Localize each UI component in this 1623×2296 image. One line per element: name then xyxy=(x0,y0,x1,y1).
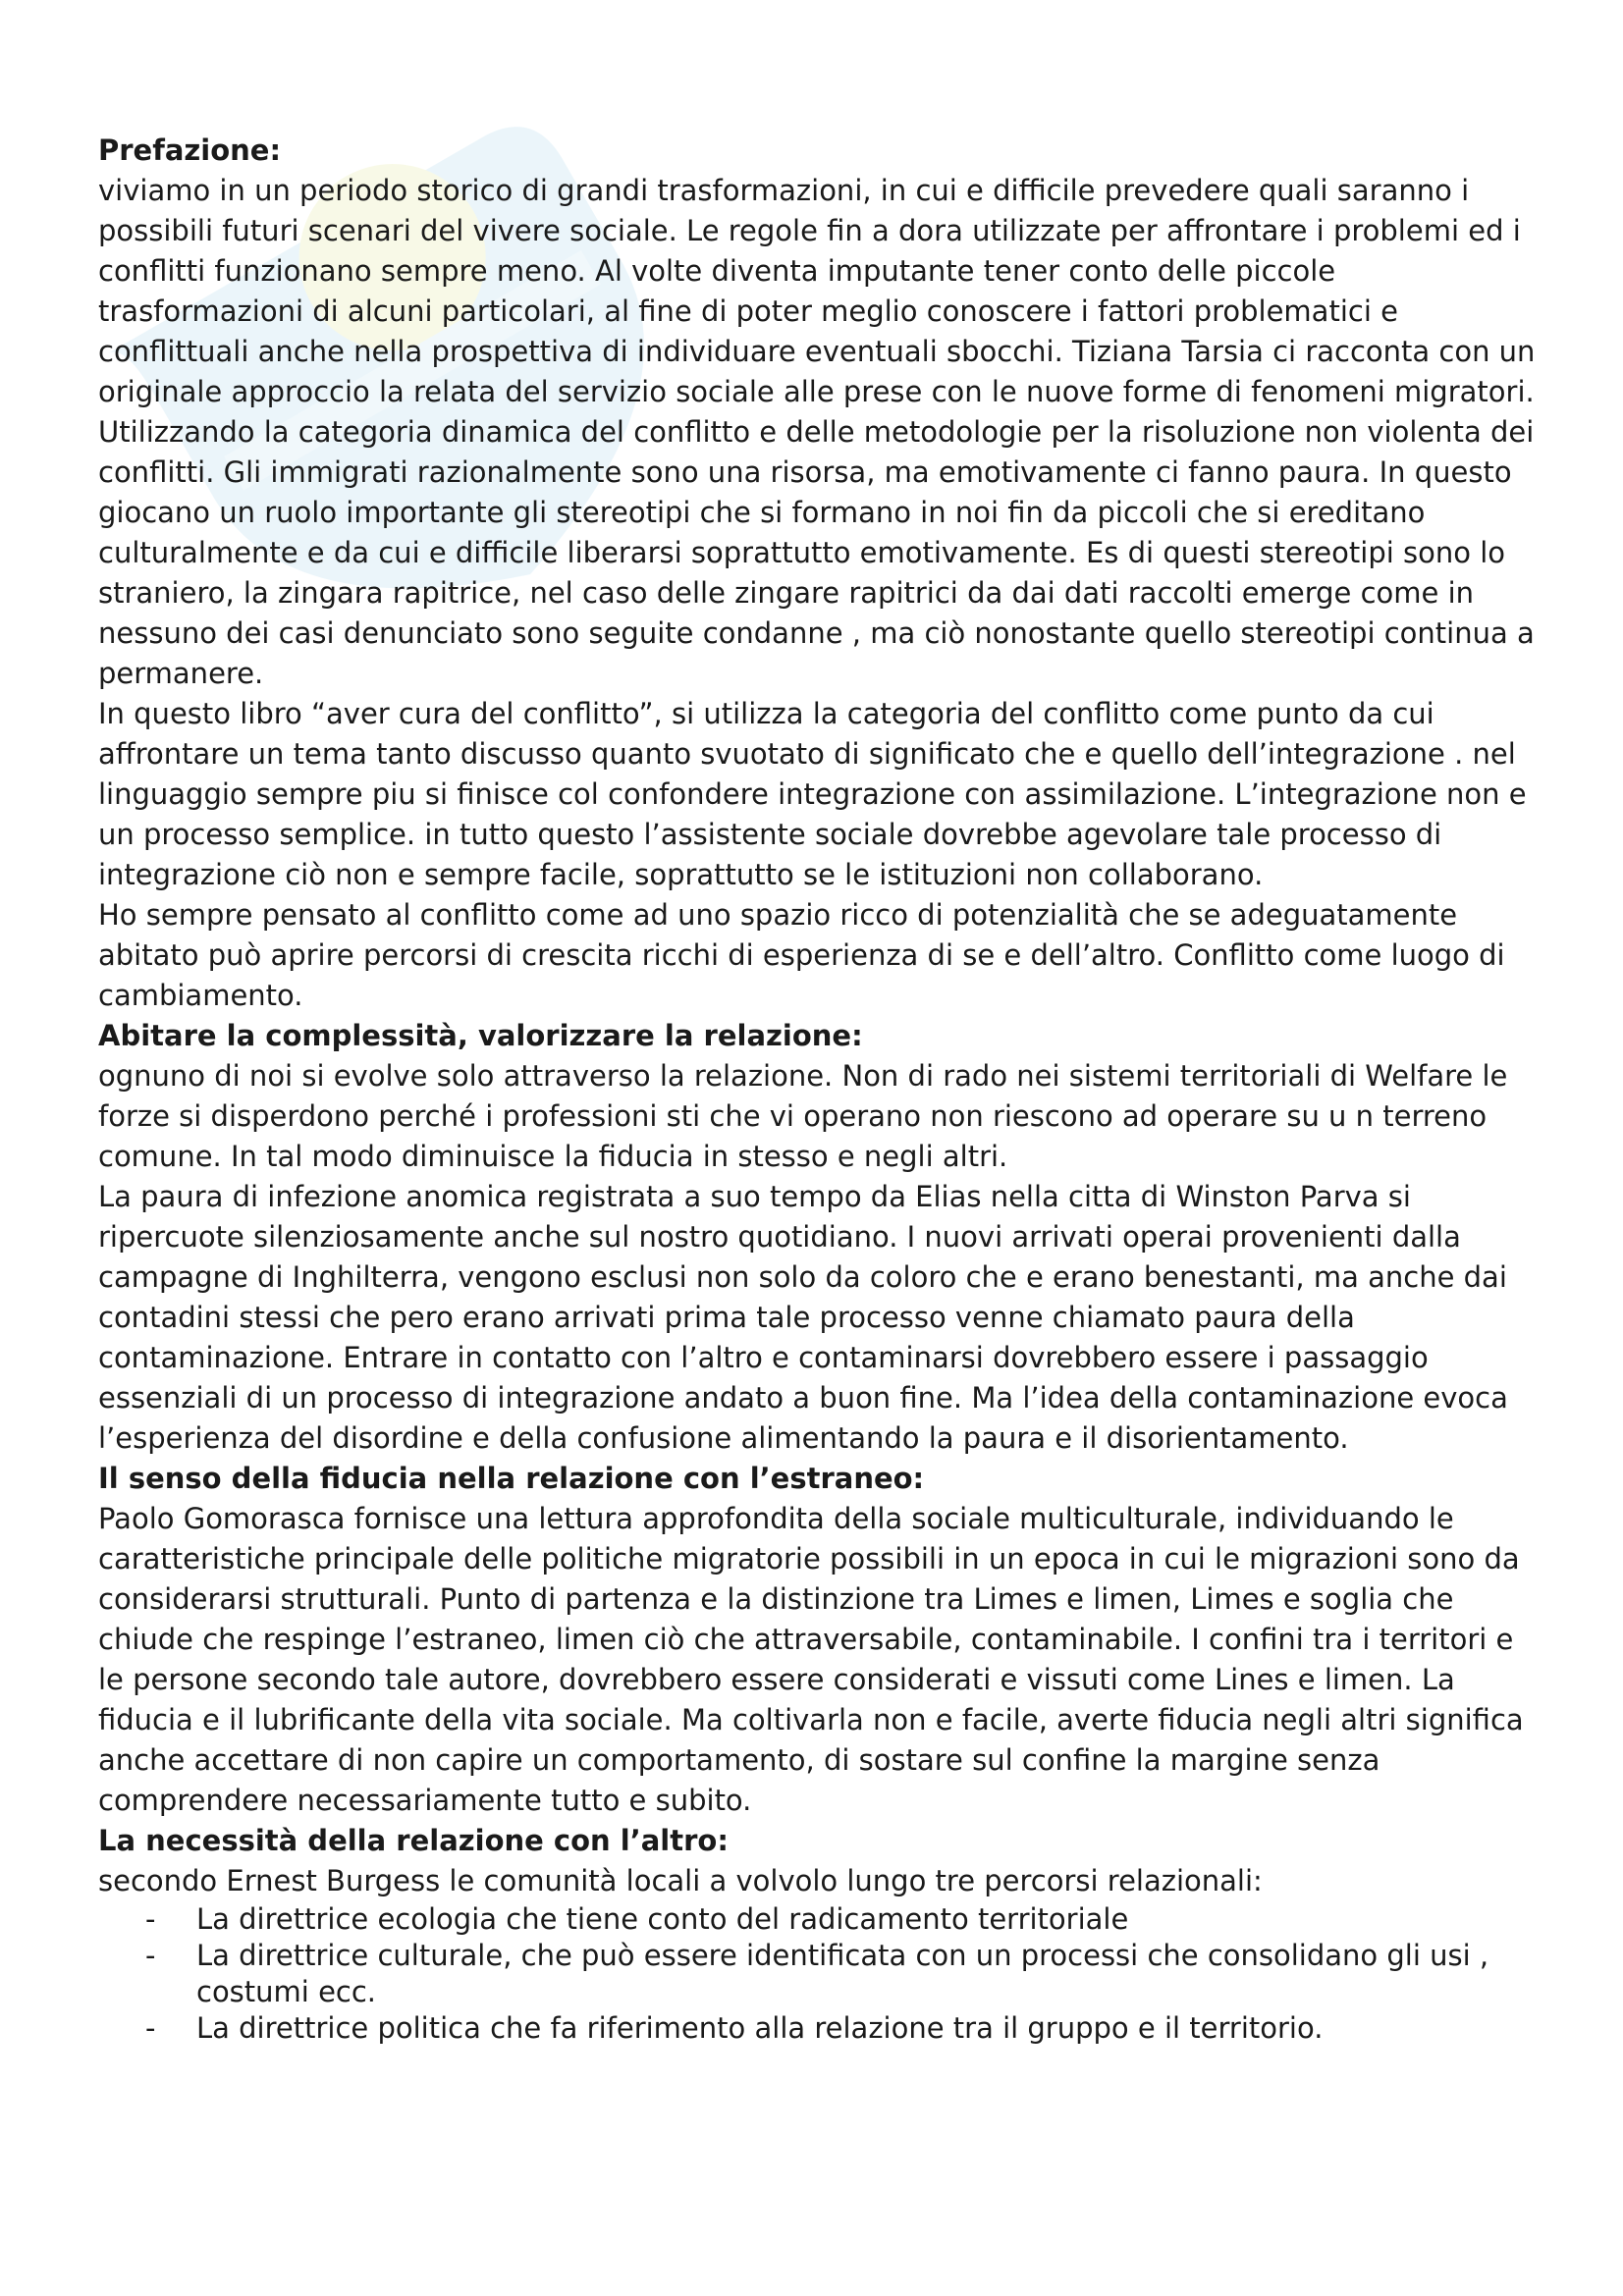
list-item xyxy=(98,1938,1542,2010)
section-heading: Il senso della fiducia nella relazione con l’estraneo: xyxy=(98,1462,925,1495)
section-heading: Abitare la complessità, valorizzare la relazione: xyxy=(98,1019,863,1052)
section-heading: La necessità della relazione con l’altro: xyxy=(98,1824,729,1857)
paragraph: Paolo Gomorasca fornisce una lettura approfondita della sociale multiculturale, individuando le caratteristiche principale delle politiche migratorie possibili in un epoca in cui le migrazioni sono da considerarsi strutturali. Punto di partenza e la distinzione tra Limes e limen, Limes e soglia che chiude che respinge l’estraneo, limen ciò che attraversabile, contaminabile. I confini tra i territori e le persone secondo tale autore, dovrebbero essere considerati e vissuti come Lines e limen. La fiducia e il lubrificante della vita sociale. Ma coltivarla non e facile, averte fiducia negli altri significa anche accettare di non capire un comportamento, di sostare sul confine la margine senza comprendere necessariamente tutto e subito. xyxy=(98,1502,1524,1817)
paragraph: viviamo in un periodo storico di grandi trasformazioni, in cui e difficile prevedere quali saranno i possibili futuri scenari del vivere sociale. Le regole fin a dora utilizzate per affrontare i problemi ed i conflitti funzionano sempre meno. Al volte diventa imputante tener conto delle piccole trasformazioni di alcuni particolari, al fine di poter meglio conoscere i fattori problematici e conflittuali anche nella prospettiva di individuare eventuali sbocchi. Tiziana Tarsia ci racconta con un originale approccio la relata del servizio sociale alle prese con le nuove forme di fenomeni migratori. Utilizzando la categoria dinamica del conflitto e delle metodologie per la risoluzione non violenta dei conflitti. Gli immigrati razionalmente sono una risorsa, ma emotivamente ci fanno paura. In questo giocano un ruolo importante gli stereotipi che si formano in noi fin da piccoli che si ereditano culturalmente e da cui e difficile liberarsi soprattutto emotivamente. Es di questi stereotipi sono lo straniero, la zingara rapitrice, nel caso delle zingare rapitrici da dai dati raccolti emerge come in nessuno dei casi denunciato sono seguite condanne , ma ciò nonostante quello stereotipi continua a permanere. xyxy=(98,174,1536,690)
list-item-text: La direttrice culturale, che può essere identificata con un processi che consolidano gli usi , costumi ecc. xyxy=(196,1939,1489,2008)
list-item xyxy=(98,2010,1542,2047)
bullet-marker: - xyxy=(145,2011,156,2045)
section-heading: Prefazione: xyxy=(98,133,282,167)
bullet-marker: - xyxy=(145,1939,156,1972)
bullet-marker: - xyxy=(145,1902,156,1936)
paragraph: ognuno di noi si evolve solo attraverso la relazione. Non di rado nei sistemi territoriali di Welfare le forze si disperdono perché i professioni sti che vi operano non riescono ad operare su u n terreno comune. In tal modo diminuisce la fiducia in stesso e negli altri. xyxy=(98,1059,1508,1173)
paragraph: Ho sempre pensato al conflitto come ad uno spazio ricco di potenzialità che se adeguatamente abitato può aprire percorsi di crescita ricchi di esperienza di se e dell’altro. Conflitto come luogo di cambiamento. xyxy=(98,898,1505,1012)
bullet-list xyxy=(98,1901,1542,2047)
paragraph: secondo Ernest Burgess le comunità locali a volvolo lungo tre percorsi relazionali: xyxy=(98,1864,1263,1897)
list-item-text: La direttrice ecologia che tiene conto del radicamento territoriale xyxy=(196,1902,1129,1936)
paragraph: In questo libro “aver cura del conflitto”, si utilizza la categoria del conflitto come punto da cui affrontare un tema tanto discusso quanto svuotato di significato che e quello dell’integrazione . nel linguaggio sempre piu si finisce col confondere integrazione con assimilazione. L’integrazione non e un processo semplice. in tutto questo l’assistente sociale dovrebbe agevolare tale processo di integrazione ciò non e sempre facile, soprattutto se le istituzioni non collaborano. xyxy=(98,697,1527,891)
document-body xyxy=(98,131,1542,2047)
paragraph: La paura di infezione anomica registrata a suo tempo da Elias nella citta di Winston Parva si ripercuote silenziosamente anche sul nostro quotidiano. I nuovi arrivati operai provenienti dalla campagne di Inghilterra, vengono esclusi non solo da coloro che e erano benestanti, ma anche dai contadini stessi che pero erano arrivati prima tale processo venne chiamato paura della contaminazione. Entrare in contatto con l’altro e contaminarsi dovrebbero essere i passaggio essenziali di un processo di integrazione andato a buon fine. Ma l’idea della contaminazione evoca l’esperienza del disordine e della confusione alimentando la paura e il disorientamento. xyxy=(98,1180,1508,1455)
list-item-text: La direttrice politica che fa riferimento alla relazione tra il gruppo e il territorio. xyxy=(196,2011,1324,2045)
list-item xyxy=(98,1901,1542,1938)
